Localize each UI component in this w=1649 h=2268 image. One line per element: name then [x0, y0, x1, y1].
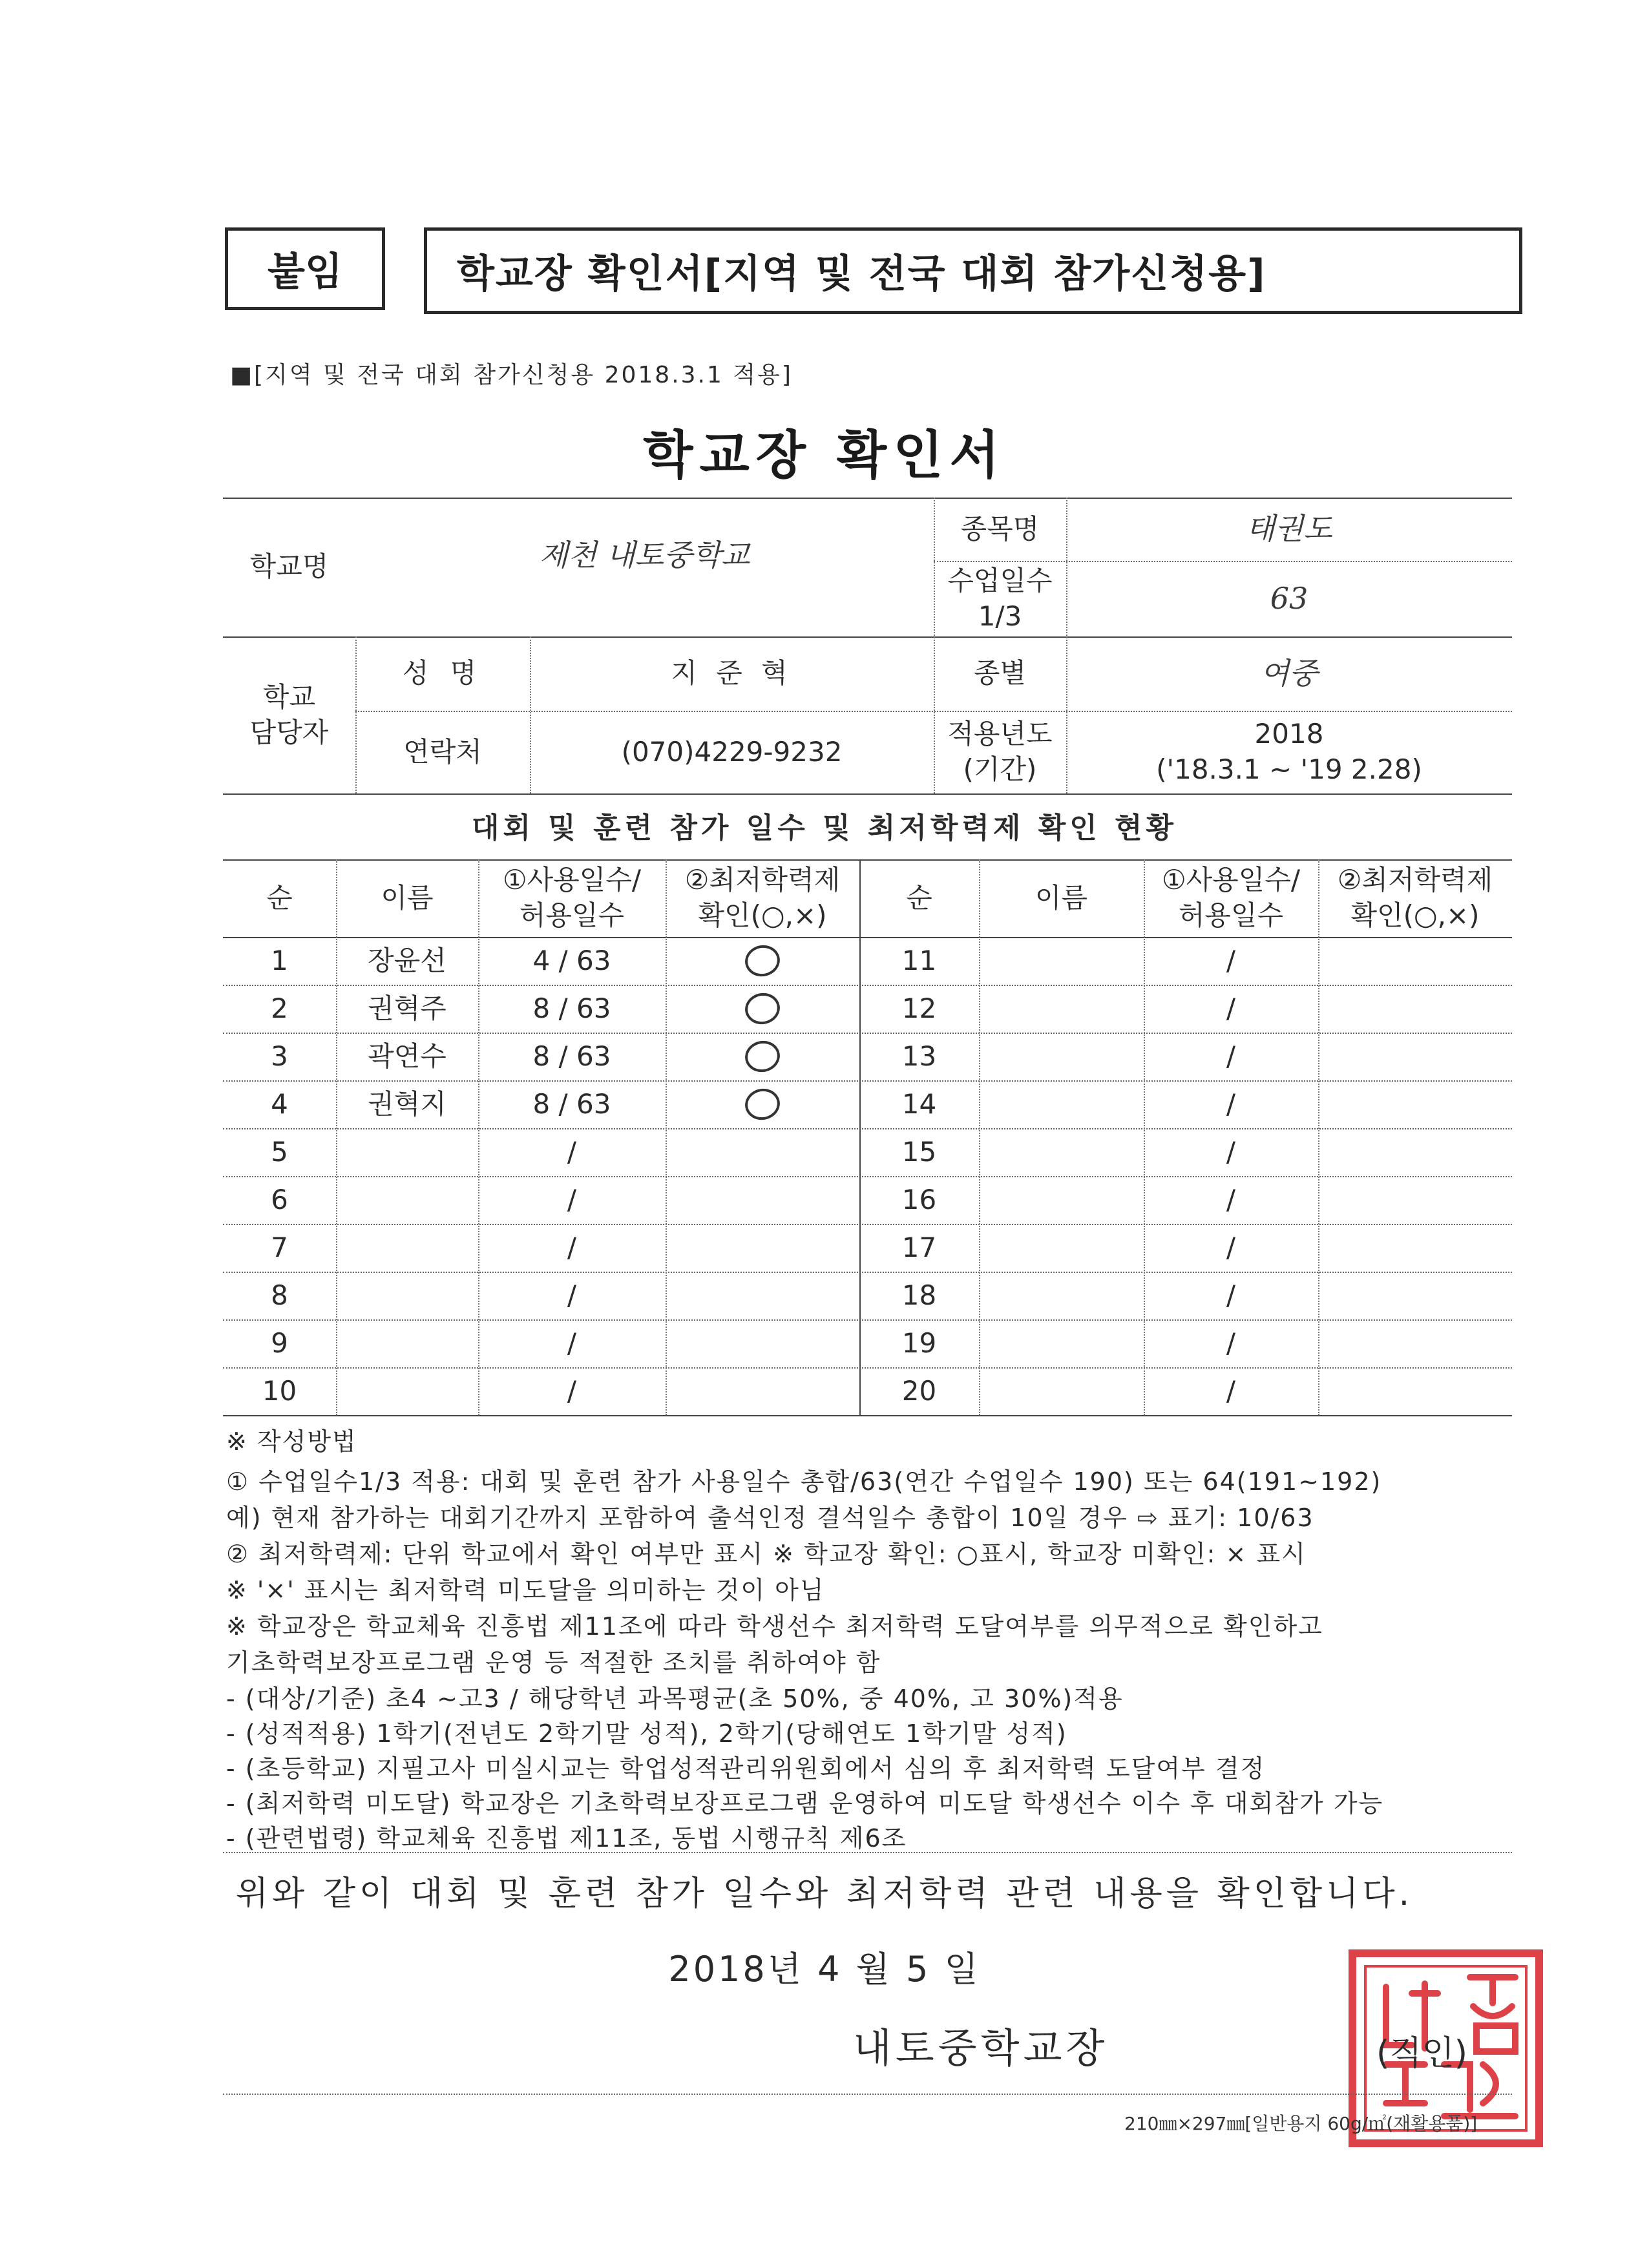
- header-check: [666, 859, 859, 937]
- document-title: 학교장 확인서: [643, 425, 1006, 485]
- row-check: [1318, 937, 1512, 985]
- row-no: 20: [901, 1374, 937, 1407]
- row-days: /: [567, 1279, 577, 1311]
- row-check: [666, 1128, 859, 1176]
- paper-spec-footer: 210㎜×297㎜[일반용지 60g/㎡(재활용품)]: [1124, 2113, 1478, 2134]
- row-name: 권혁주: [368, 992, 446, 1024]
- staff-label-line1: 학교: [262, 680, 316, 713]
- row-days: /: [1226, 1040, 1236, 1072]
- row-days: /: [1226, 1374, 1236, 1407]
- event-label: 종목명: [960, 512, 1040, 545]
- row-days: 8 / 63: [532, 992, 611, 1024]
- header-no-line1: 순: [266, 881, 293, 914]
- row-days: 8 / 63: [532, 1087, 611, 1120]
- header-name-line1: 이름: [381, 881, 434, 914]
- row-no: 3: [271, 1040, 288, 1072]
- year-value: [1066, 711, 1512, 793]
- row-name: [979, 1367, 1144, 1415]
- method-line: ※ '×' 표시는 최저학력 미도달을 의미하는 것이 아님: [226, 1576, 825, 1604]
- header-title: 학교장 확인서[지역 및 전국 대회 참가신청용]: [424, 227, 1522, 314]
- row-name: 곽연수: [368, 1040, 446, 1072]
- row-name: [979, 1128, 1144, 1176]
- row-days: /: [567, 1183, 577, 1215]
- year-label-line2: (기간): [963, 753, 1037, 785]
- method-line: - (관련법령) 학교체육 진흥법 제11조, 동법 시행규칙 제6조: [226, 1824, 907, 1853]
- row-check: [666, 1033, 859, 1080]
- method-line: - (성적적용) 1학기(전년도 2학기말 성적), 2학기(당해연도 1학기말 성적): [226, 1719, 1067, 1748]
- header-name: [336, 859, 478, 937]
- method-line: ② 최저학력제: 단위 학교에서 확인 여부만 표시 ※ 학교장 확인: ○표시, 학교장 미확인: × 표시: [226, 1540, 1307, 1568]
- header-no-line1: 순: [906, 881, 932, 914]
- check-circle-icon: [742, 990, 783, 1027]
- header-check-line2: 확인(○,×): [698, 899, 827, 931]
- row-name: [979, 1033, 1144, 1080]
- category-label: 종별: [973, 657, 1027, 689]
- row-days: /: [1226, 944, 1236, 976]
- header-days: [478, 859, 666, 937]
- row-name: [336, 1272, 478, 1319]
- method-line: - (대상/기준) 초4 ~고3 / 해당학년 과목평균(초 50%, 중 40%, 고 30%)적용: [226, 1685, 1124, 1713]
- row-no: 13: [901, 1040, 937, 1072]
- year-value-line1: 2018: [1254, 718, 1324, 750]
- seal-label: (직인): [1376, 2034, 1468, 2073]
- row-days: /: [1226, 992, 1236, 1024]
- row-name: [979, 937, 1144, 985]
- row-check: [1318, 1367, 1512, 1415]
- header-no: [859, 859, 979, 937]
- method-line: 예) 현재 참가하는 대회기간까지 포함하여 출석인정 결석일수 총합이 10일 경우 ⇨ 표기: 10/63: [226, 1504, 1314, 1532]
- staff-label: [223, 636, 355, 793]
- header-days-line1: ①사용일수/: [1161, 864, 1301, 896]
- row-name: [336, 1367, 478, 1415]
- confirm-date: 2018년 4 월 5 일: [668, 1949, 981, 1990]
- year-value-line2: ('18.3.1 ~ '19 2.28): [1156, 753, 1422, 785]
- principal-title: 내토중학교장: [853, 2024, 1109, 2072]
- row-days: 4 / 63: [532, 944, 611, 976]
- row-name: [979, 1272, 1144, 1319]
- attachment-tag: 붙임: [225, 227, 385, 310]
- row-days: /: [567, 1231, 577, 1263]
- row-days: /: [567, 1374, 577, 1407]
- confirm-statement: 위와 같이 대회 및 훈련 참가 일수와 최저학력 관련 내용을 확인합니다.: [235, 1874, 1414, 1913]
- row-check: [1318, 1224, 1512, 1272]
- row-no: 7: [271, 1231, 288, 1263]
- staff-label-line2: 담당자: [249, 716, 329, 748]
- check-circle-icon: [742, 1086, 783, 1123]
- row-check: [666, 1080, 859, 1128]
- header-check-line1: ②최저학력제: [1337, 864, 1493, 896]
- header-no: [223, 859, 336, 937]
- row-check: [666, 1224, 859, 1272]
- row-check: [666, 985, 859, 1033]
- row-check: [1318, 1033, 1512, 1080]
- row-no: 10: [262, 1374, 297, 1407]
- row-no: 4: [271, 1087, 288, 1120]
- method-line: ① 수업일수1/3 적용: 대회 및 훈련 참가 사용일수 총합/63(연간 수업일수 190) 또는 64(191~192): [226, 1467, 1382, 1496]
- row-check: [1318, 1319, 1512, 1367]
- event-value: 태권도: [1246, 511, 1332, 547]
- row-no: 2: [271, 992, 288, 1024]
- row-no: 1: [271, 944, 288, 976]
- header-check-line2: 확인(○,×): [1350, 899, 1480, 931]
- row-name: [336, 1128, 478, 1176]
- row-name: 권혁지: [368, 1087, 446, 1120]
- method-line: - (최저학력 미도달) 학교장은 기초학력보장프로그램 운영하여 미도달 학생선수 이수 후 대회참가 가능: [226, 1789, 1384, 1818]
- row-no: 12: [901, 992, 937, 1024]
- row-name: [979, 1319, 1144, 1367]
- header-days-line2: 허용일수: [1178, 899, 1284, 931]
- section-title: 대회 및 훈련 참가 일수 및 최저학력제 확인 현황: [471, 812, 1178, 845]
- row-days: /: [1226, 1087, 1236, 1120]
- name-label: 성 명: [402, 657, 483, 689]
- row-no: 16: [901, 1183, 937, 1215]
- contact-value: (070)4229-9232: [621, 735, 843, 768]
- method-title: ※ 작성방법: [226, 1427, 357, 1456]
- class-days-value: 63: [1270, 580, 1308, 616]
- row-check: [666, 1319, 859, 1367]
- category-value: 여중: [1260, 655, 1318, 691]
- year-label: [934, 711, 1066, 793]
- header-days: [1144, 859, 1318, 937]
- row-check: [666, 1367, 859, 1415]
- row-no: 14: [901, 1087, 937, 1120]
- row-name: [336, 1319, 478, 1367]
- row-name: [979, 985, 1144, 1033]
- row-check: [1318, 1080, 1512, 1128]
- class-days-label-line2: 1/3: [978, 600, 1022, 632]
- row-no: 5: [271, 1135, 288, 1168]
- row-no: 17: [901, 1231, 937, 1263]
- class-days-label: [934, 561, 1066, 636]
- row-check: [666, 1176, 859, 1224]
- notice-line: ■[지역 및 전국 대회 참가신청용 2018.3.1 적용]: [230, 362, 793, 388]
- row-days: /: [1226, 1327, 1236, 1359]
- school-name-label: 학교명: [249, 551, 329, 583]
- class-days-label-line1: 수업일수: [947, 564, 1053, 596]
- row-no: 15: [901, 1135, 937, 1168]
- row-check: [666, 937, 859, 985]
- row-name: [979, 1224, 1144, 1272]
- check-circle-icon: [742, 1038, 783, 1075]
- row-no: 18: [901, 1279, 937, 1311]
- row-days: 8 / 63: [532, 1040, 611, 1072]
- row-name: [979, 1176, 1144, 1224]
- row-days: /: [1226, 1279, 1236, 1311]
- row-no: 11: [901, 944, 937, 976]
- row-days: /: [1226, 1231, 1236, 1263]
- year-label-line1: 적용년도: [947, 718, 1053, 750]
- row-no: 6: [271, 1183, 288, 1215]
- table-rule: [223, 1415, 1512, 1416]
- row-days: /: [567, 1327, 577, 1359]
- method-line: 기초학력보장프로그램 운영 등 적절한 조치를 취하여야 함: [226, 1648, 881, 1677]
- row-name: [336, 1224, 478, 1272]
- row-no: 9: [271, 1327, 288, 1359]
- row-name: [979, 1080, 1144, 1128]
- row-check: [1318, 1128, 1512, 1176]
- header-check-line1: ②최저학력제: [684, 864, 841, 896]
- header-days-line1: ①사용일수/: [502, 864, 642, 896]
- row-days: /: [567, 1135, 577, 1168]
- contact-label: 연락처: [403, 735, 482, 768]
- row-check: [1318, 1272, 1512, 1319]
- header-name: [979, 859, 1144, 937]
- row-days: /: [1226, 1183, 1236, 1215]
- row-check: [666, 1272, 859, 1319]
- header-check: [1318, 859, 1512, 937]
- row-name: 장윤선: [368, 944, 446, 976]
- header-days-line2: 허용일수: [519, 899, 625, 931]
- row-name: [336, 1176, 478, 1224]
- method-line: ※ 학교장은 학교체육 진흥법 제11조에 따라 학생선수 최저학력 도달여부를 의무적으로 확인하고: [226, 1612, 1323, 1641]
- check-circle-icon: [742, 942, 783, 980]
- header-name-line1: 이름: [1035, 881, 1088, 914]
- name-value: 지 준 혁: [671, 657, 793, 689]
- row-check: [1318, 1176, 1512, 1224]
- row-days: /: [1226, 1135, 1236, 1168]
- row-no: 19: [901, 1327, 937, 1359]
- method-line: - (초등학교) 지필고사 미실시교는 학업성적관리위원회에서 심의 후 최저학력 도달여부 결정: [226, 1754, 1266, 1783]
- school-name-value: 제천 내토중학교: [539, 538, 750, 573]
- row-check: [1318, 985, 1512, 1033]
- row-no: 8: [271, 1279, 288, 1311]
